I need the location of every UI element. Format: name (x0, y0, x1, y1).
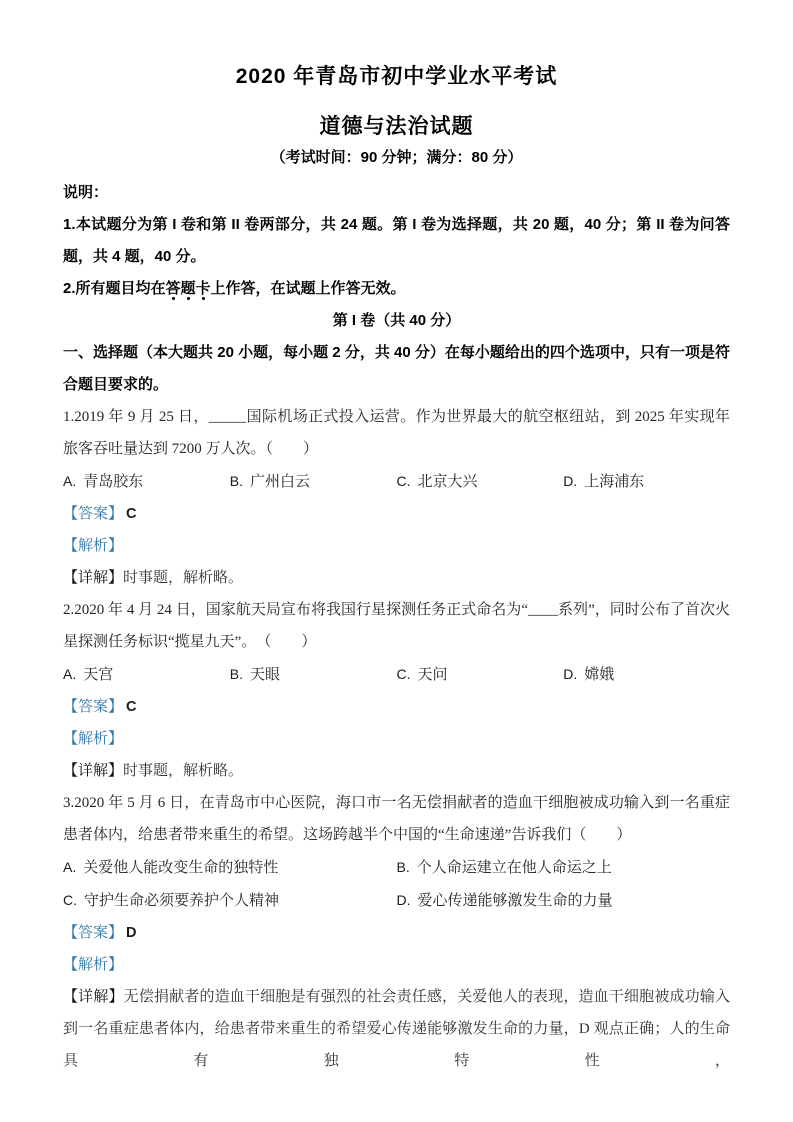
option-letter: B. (229, 473, 243, 489)
note-2-emphasized-text: 答题卡 (166, 280, 211, 302)
detail-text: 时事题，解析略。 (123, 763, 244, 779)
answer-value: C (126, 699, 137, 715)
document-title: 2020 年青岛市初中学业水平考试 (235, 65, 558, 88)
detail-text: 无偿捐献者的造血干细胞是有强烈的社会责任感，关爱他人的表现，造血干细胞被成功输入到一名重症患者体内，给患者带来重生的希望爱心传递能够激发生命的力量，D 观点正确；人的生命具有独特性， (63, 989, 730, 1069)
section-intro: 一、选择题（本大题共 20 小题，每小题 2 分，共 40 分）在每小题给出的四个选项中，只有一项是符合题目要求的。 (63, 344, 730, 393)
note-2-prefix: 2.所有题目均在 (63, 280, 166, 297)
option-letter: C. (396, 473, 411, 489)
option-text: 爱心传递能够激发生命的力量 (417, 893, 613, 909)
option-letter: B. (396, 859, 410, 875)
option-letter: A. (63, 473, 77, 489)
question-2-option-c (397, 658, 564, 691)
note-item-1: 1.本试题分为第 I 卷和第 II 卷两部分，共 24 题。第 I 卷为选择题，共 20 题，40 分；第 II 卷为问答题，共 4 题，40 分。 (63, 216, 730, 265)
option-text: 青岛胶东 (83, 474, 144, 490)
question-1-answer-line (63, 498, 730, 530)
option-letter: D. (396, 892, 411, 908)
option-letter: C. (396, 666, 411, 682)
question-3-stem: 3.2020 年 5 月 6 日，在青岛市中心医院，海口市一名无偿捐献者的造血干细胞被成功输入到一名重症患者体内，给患者带来重生的希望。这场跨越半个中国的“生命速递”告诉我们（ ） (63, 795, 730, 843)
question-2-option-b (230, 658, 397, 691)
option-letter: A. (63, 666, 77, 682)
question-3-option-c (63, 884, 397, 917)
exam-info: （考试时间：90 分钟；满分：80 分） (270, 149, 523, 166)
question-3-option-d (397, 884, 731, 917)
question-3-option-a (63, 851, 397, 884)
question-2-option-d (563, 658, 730, 691)
detail-marker: 【详解】 (63, 570, 124, 586)
question-2-option-a (63, 658, 230, 691)
question-3-option-b (397, 851, 731, 884)
analysis-marker: 【解析】 (63, 538, 124, 554)
notes-label: 说明： (63, 184, 109, 201)
option-letter: C. (63, 892, 77, 908)
section-title: 第 I 卷（共 40 分） (332, 312, 461, 329)
option-text: 天眼 (249, 667, 280, 683)
option-text: 天宫 (83, 667, 114, 683)
option-text: 关爱他人能改变生命的独特性 (83, 860, 279, 876)
note-item-2 (63, 273, 730, 305)
answer-marker: 【答案】 (63, 699, 124, 715)
question-3 (63, 787, 730, 1077)
option-letter: D. (563, 473, 578, 489)
question-2 (63, 594, 730, 787)
question-1-option-a (63, 465, 230, 498)
option-text: 广州白云 (249, 474, 310, 490)
detail-text: 时事题，解析略。 (123, 570, 244, 586)
question-3-detail-line (63, 981, 730, 1077)
question-2-stem: 2.2020 年 4 月 24 日，国家航天局宣布将我国行星探测任务正式命名为“____系列”，同时公布了首次火星探测任务标识“揽星九天”。 （ ） (63, 602, 730, 650)
question-3-options (63, 851, 730, 917)
question-1-option-c (397, 465, 564, 498)
question-1-option-d (563, 465, 730, 498)
answer-value: C (126, 506, 137, 522)
question-1-options (63, 465, 730, 498)
question-1-stem: 1.2019 年 9 月 25 日，_____国际机场正式投入运营。作为世界最大的航空枢纽站，到 2025 年实现年旅客吞吐量达到 7200 万人次。（ ） (63, 409, 730, 457)
question-3-answer-line (63, 917, 730, 949)
note-2-suffix: 上作答，在试题上作答无效。 (210, 280, 406, 297)
question-2-answer-line (63, 691, 730, 723)
detail-marker: 【详解】 (63, 989, 124, 1005)
question-1-detail-line (63, 562, 730, 594)
answer-marker: 【答案】 (63, 506, 124, 522)
option-text: 上海浦东 (584, 474, 645, 490)
option-text: 守护生命必须要养护个人精神 (84, 893, 280, 909)
option-letter: D. (563, 666, 578, 682)
option-letter: A. (63, 859, 77, 875)
question-2-options (63, 658, 730, 691)
question-1 (63, 401, 730, 594)
option-text: 天问 (417, 667, 448, 683)
question-3-analysis-line (63, 949, 730, 981)
answer-value: D (126, 925, 137, 941)
question-2-analysis-line (63, 723, 730, 755)
option-text: 嫦娥 (584, 667, 615, 683)
document-subtitle: 道德与法治试题 (319, 115, 474, 138)
analysis-marker: 【解析】 (63, 957, 124, 973)
question-1-analysis-line (63, 530, 730, 562)
answer-marker: 【答案】 (63, 925, 124, 941)
question-2-detail-line (63, 755, 730, 787)
question-1-option-b (230, 465, 397, 498)
option-text: 北京大兴 (417, 474, 478, 490)
option-text: 个人命运建立在他人命运之上 (416, 860, 612, 876)
detail-marker: 【详解】 (63, 763, 124, 779)
analysis-marker: 【解析】 (63, 731, 124, 747)
option-letter: B. (229, 666, 243, 682)
